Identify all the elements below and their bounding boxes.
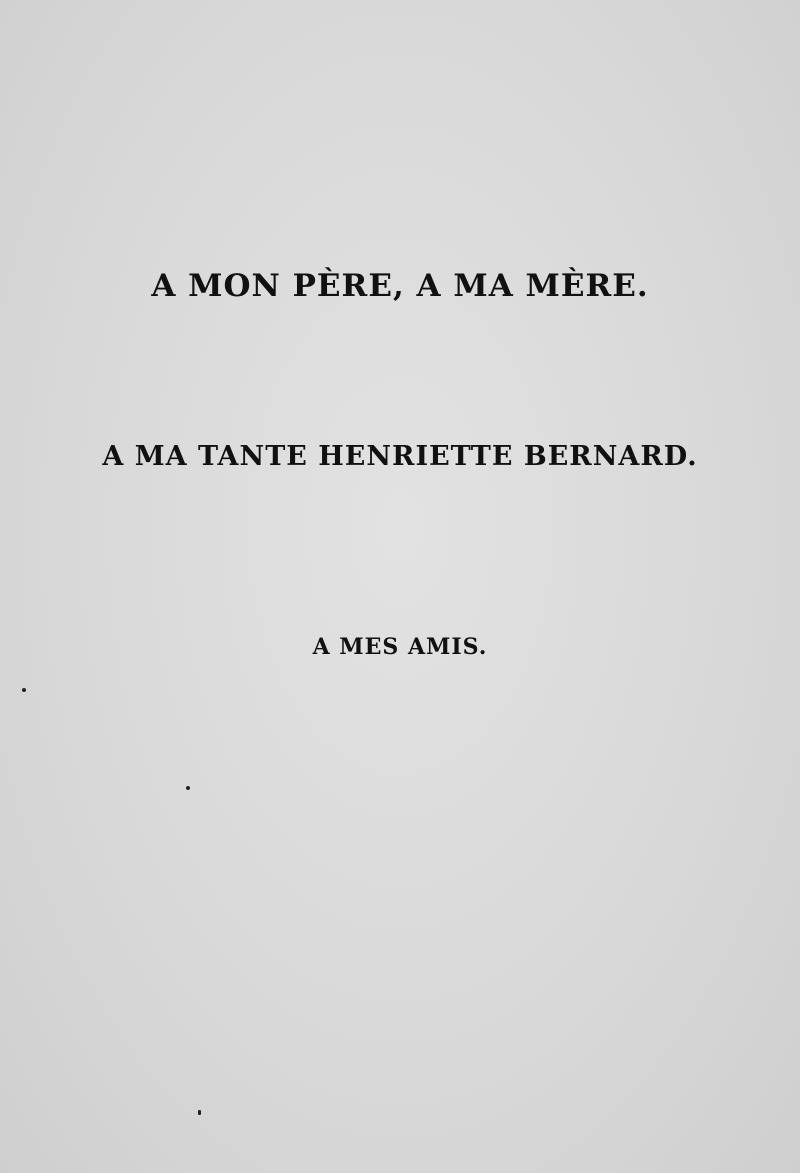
paper-speck bbox=[22, 688, 26, 692]
dedication-aunt: A MA TANTE HENRIETTE BERNARD. bbox=[102, 441, 698, 472]
dedication-friends: A MES AMIS. bbox=[312, 634, 488, 660]
dedication-parents: A MON PÈRE, A MA MÈRE. bbox=[151, 268, 649, 304]
paper-speck bbox=[186, 786, 190, 790]
paper-speck bbox=[198, 1110, 201, 1115]
